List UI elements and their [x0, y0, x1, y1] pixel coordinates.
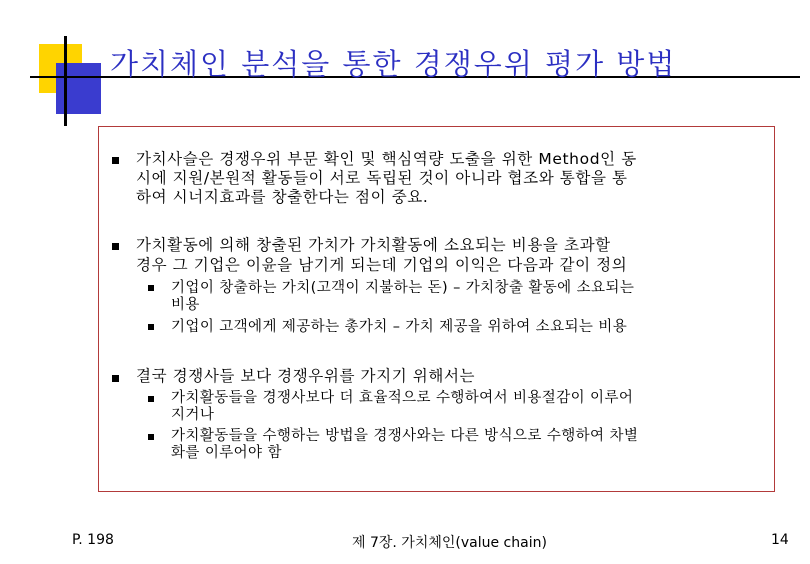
- bullet-marker-2: [112, 243, 119, 250]
- footer-slide-number: 14: [771, 532, 789, 548]
- decor-blue-square: [56, 63, 101, 114]
- sub-bullet-marker-3-1: [148, 396, 154, 402]
- bullet-2-line-1: 가치활동에 의해 창출된 가치가 가치활동에 소요되는 비용을 초과할: [136, 236, 611, 254]
- footer-page-ref: P. 198: [72, 532, 114, 548]
- bullet-1-line-3: 하여 시너지효과를 창출한다는 점이 중요.: [136, 188, 429, 206]
- footer-chapter: 제 7장. 가치체인(value chain): [352, 535, 547, 551]
- sub-bullet-3-1-line-1: 가치활동들을 경쟁사보다 더 효율적으로 수행하여서 비용절감이 이루어: [171, 390, 634, 406]
- sub-bullet-marker-3-2: [148, 434, 154, 440]
- decor-vertical-line: [64, 36, 67, 126]
- sub-bullet-3-2-line-2: 화를 이루어야 함: [171, 445, 282, 461]
- sub-bullet-marker-2-1: [148, 285, 154, 291]
- bullet-2-line-2: 경우 그 기업은 이윤을 남기게 되는데 기업의 이익은 다음과 같이 정의: [136, 256, 628, 274]
- sub-bullet-2-1-line-1: 기업이 창출하는 가치(고객이 지불하는 돈) – 가치창출 활동에 소요되는: [171, 280, 635, 296]
- bullet-marker-1: [112, 157, 119, 164]
- sub-bullet-marker-2-2: [148, 324, 154, 330]
- sub-bullet-2-2-line-1: 기업이 고객에게 제공하는 총가치 – 가치 제공을 위하여 소요되는 비용: [171, 319, 628, 335]
- sub-bullet-3-2-line-1: 가치활동들을 수행하는 방법을 경쟁사와는 다른 방식으로 수행하여 차별: [171, 428, 639, 444]
- bullet-1-line-1: 가치사슬은 경쟁우위 부문 확인 및 핵심역량 도출을 위한 Method인 동: [136, 150, 637, 168]
- sub-bullet-3-1-line-2: 지거나: [171, 407, 215, 423]
- slide-title: 가치체인 분석을 통한 경쟁우위 평가 방법: [110, 47, 677, 81]
- bullet-1-line-2: 시에 지원/본원적 활동들이 서로 독립된 것이 아니라 협조와 통합을 통: [136, 169, 628, 187]
- bullet-3-line-1: 결국 경쟁사들 보다 경쟁우위를 가지기 위해서는: [136, 367, 476, 385]
- bullet-marker-3: [112, 375, 119, 382]
- sub-bullet-2-1-line-2: 비용: [171, 297, 200, 313]
